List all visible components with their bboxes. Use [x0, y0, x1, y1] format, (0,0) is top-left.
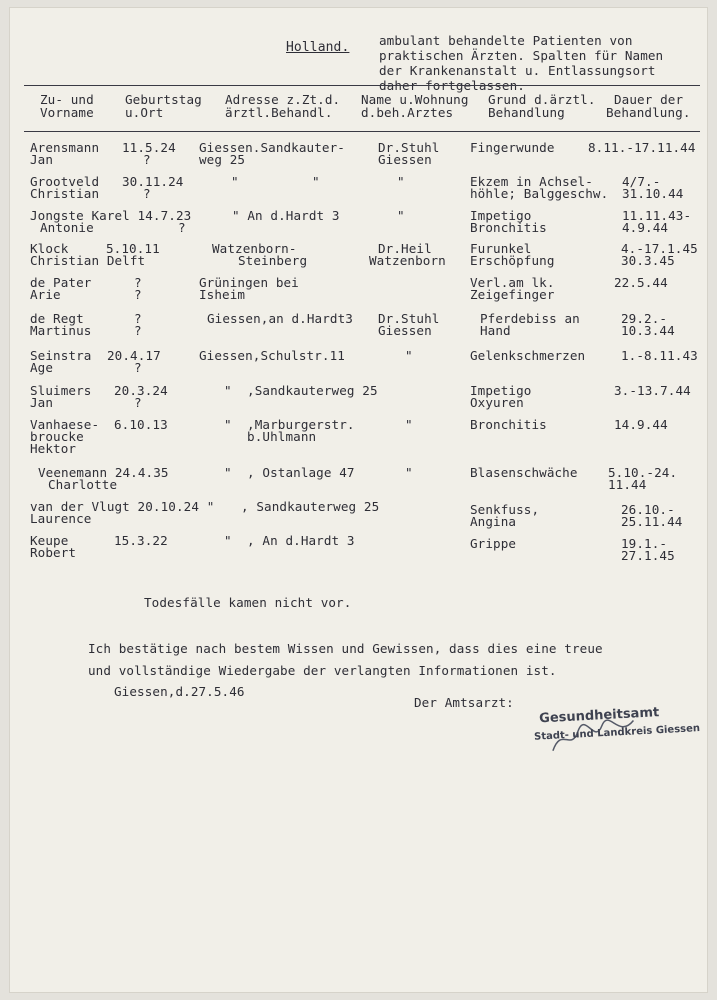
table-cell-reason: Blasenschwäche	[470, 465, 578, 480]
table-cell-name: Arensmann	[30, 140, 100, 155]
table-cell-duration: 31.10.44	[622, 186, 684, 201]
table-cell-duration: 8.11.-17.11.44	[588, 140, 696, 155]
table-cell-birth: 15.3.22	[114, 533, 168, 548]
table-cell-doctor: "	[397, 208, 405, 223]
table-cell-reason: Oxyuren	[470, 395, 524, 410]
table-cell-address: , Sandkauterweg 25	[241, 499, 380, 514]
table-cell-reason: Verl.am lk.	[470, 275, 555, 290]
table-cell-duration: 27.1.45	[621, 548, 675, 563]
table-cell-duration: 30.3.45	[621, 253, 675, 268]
table-cell-reason: Ekzem in Achsel-	[470, 174, 593, 189]
table-cell-address: b.Uhlmann	[224, 429, 317, 444]
table-cell-name: de Regt	[30, 311, 84, 326]
table-cell-duration: 25.11.44	[621, 514, 683, 529]
table-cell-birth: ?	[134, 395, 142, 410]
column-header-doctor: Name u.Wohnung	[361, 92, 469, 107]
table-cell-name: Laurence	[30, 511, 92, 526]
table-cell-birth: 30.11.24	[122, 174, 184, 189]
table-cell-name: Sluimers	[30, 383, 92, 398]
table-cell-duration: 11.44	[608, 477, 647, 492]
table-cell-doctor: Dr.Stuhl	[378, 140, 440, 155]
table-cell-name: Arie	[30, 287, 61, 302]
table-cell-address: " ,Sandkauterweg 25	[224, 383, 378, 398]
table-cell-duration: 19.1.-	[621, 536, 668, 551]
table-cell-address: " ,Marburgerstr.	[224, 417, 355, 432]
table-cell-birth: 5.10.11	[106, 241, 160, 256]
table-cell-address: Grüningen bei	[199, 275, 299, 290]
table-cell-name: de Pater	[30, 275, 92, 290]
table-cell-birth: ?	[143, 186, 151, 201]
column-header-reason: Grund d.ärztl.	[488, 92, 596, 107]
table-cell-address: " , An d.Hardt 3	[224, 533, 355, 548]
document-page	[10, 8, 707, 992]
table-cell-address: "	[312, 174, 320, 189]
table-cell-address: " , Ostanlage 47	[224, 465, 355, 480]
header-note-line: praktischen Ärzten. Spalten für Namen	[379, 48, 664, 63]
column-header-name: Zu- und	[40, 92, 94, 107]
table-cell-name: Age	[30, 360, 54, 375]
table-cell-duration: 5.10.-24.	[608, 465, 678, 480]
official-stamp	[529, 704, 701, 760]
table-cell-duration: 26.10.-	[621, 502, 675, 517]
table-cell-address: Watzenborn-	[212, 241, 297, 256]
table-cell-birth: 6.10.13	[114, 417, 168, 432]
header-rule-top	[24, 85, 700, 86]
table-cell-name: Hektor	[30, 441, 77, 456]
table-cell-doctor: Giessen	[378, 323, 432, 338]
stamp-line: Stadt- und Landkreis Giessen	[533, 723, 701, 743]
column-header-address: Adresse z.Zt.d.	[225, 92, 341, 107]
table-cell-doctor: Giessen	[378, 152, 432, 167]
column-header-reason: Behandlung	[488, 105, 565, 120]
table-cell-duration: 29.2.-	[621, 311, 668, 326]
table-cell-duration: 3.-13.7.44	[614, 383, 691, 398]
table-cell-birth: 20.4.17	[107, 348, 161, 363]
table-cell-birth: ?	[134, 323, 142, 338]
table-cell-name: broucke	[30, 429, 84, 444]
table-cell-address: Steinberg	[238, 253, 308, 268]
table-cell-name: Christian	[30, 186, 100, 201]
table-cell-birth: ?	[134, 311, 142, 326]
table-cell-name: Vanhaese-	[30, 417, 100, 432]
table-cell-duration: 4.9.44	[622, 220, 669, 235]
table-cell-doctor: "	[397, 174, 405, 189]
table-cell-birth: ?	[134, 287, 142, 302]
table-cell-reason: Fingerwunde	[470, 140, 555, 155]
table-cell-address: " An d.Hardt 3	[232, 208, 340, 223]
place-date: Giessen,d.27.5.46	[114, 684, 245, 699]
confirmation-line: und vollständige Wiedergabe der verlangten Informationen ist.	[88, 663, 557, 678]
table-cell-reason: Grippe	[470, 536, 517, 551]
table-cell-birth: 20.3.24	[114, 383, 168, 398]
table-cell-birth: ?	[134, 360, 142, 375]
table-cell-reason: Impetigo	[470, 208, 532, 223]
table-cell-birth: ?	[143, 152, 151, 167]
column-header-birth: u.Ort	[125, 105, 164, 120]
table-cell-name: Christian Delft	[30, 253, 146, 268]
table-cell-reason: Bronchitis	[470, 417, 547, 432]
table-cell-duration: 4/7.-	[622, 174, 661, 189]
table-cell-name: Charlotte	[48, 477, 118, 492]
table-cell-reason: Zeigefinger	[470, 287, 555, 302]
table-cell-reason: höhle; Balggeschw.	[470, 186, 609, 201]
table-cell-doctor: "	[405, 417, 413, 432]
column-header-birth: Geburtstag	[125, 92, 202, 107]
table-cell-birth: ?	[134, 275, 142, 290]
table-cell-duration: 1.-8.11.43	[621, 348, 698, 363]
table-cell-address: Isheim	[199, 287, 246, 302]
column-header-address: ärztl.Behandl.	[225, 105, 333, 120]
table-cell-reason: Gelenkschmerzen	[470, 348, 586, 363]
table-cell-reason: Erschöpfung	[470, 253, 555, 268]
table-cell-reason: Pferdebiss an	[480, 311, 580, 326]
table-cell-name: Jan	[30, 152, 54, 167]
table-cell-doctor: "	[405, 348, 413, 363]
table-cell-doctor: Dr.Heil	[378, 241, 432, 256]
table-cell-duration: 4.-17.1.45	[621, 241, 698, 256]
deaths-statement: Todesfälle kamen nicht vor.	[144, 595, 352, 610]
column-header-duration: Dauer der	[614, 92, 684, 107]
table-cell-reason: Impetigo	[470, 383, 532, 398]
table-cell-name: Grootveld	[30, 174, 100, 189]
header-note-line: der Krankenanstalt u. Entlassungsort	[379, 63, 656, 78]
table-cell-duration: 11.11.43-	[622, 208, 692, 223]
table-cell-reason: Bronchitis	[470, 220, 547, 235]
table-cell-name: Keupe	[30, 533, 69, 548]
table-cell-name: Klock	[30, 241, 69, 256]
document-title: Holland.	[286, 40, 350, 55]
table-cell-name: Jan	[30, 395, 54, 410]
table-cell-doctor: "	[405, 465, 413, 480]
table-cell-name: Martinus	[30, 323, 92, 338]
table-cell-name: Robert	[30, 545, 77, 560]
table-cell-address: Giessen,Schulstr.11	[199, 348, 345, 363]
table-cell-duration: 22.5.44	[614, 275, 668, 290]
column-header-name: Vorname	[40, 105, 94, 120]
table-cell-duration: 10.3.44	[621, 323, 675, 338]
confirmation-line: Ich bestätige nach bestem Wissen und Gewissen, dass dies eine treue	[88, 641, 603, 656]
header-note-line: ambulant behandelte Patienten von	[379, 33, 633, 48]
column-header-doctor: d.beh.Arztes	[361, 105, 454, 120]
signatory-label: Der Amtsarzt:	[414, 695, 514, 710]
table-cell-doctor: Watzenborn	[369, 253, 446, 268]
table-cell-address: Giessen.Sandkauter-	[199, 140, 345, 155]
table-cell-name: Seinstra	[30, 348, 92, 363]
table-cell-birth: ?	[178, 220, 186, 235]
table-cell-birth: 11.5.24	[122, 140, 176, 155]
table-cell-address: weg 25	[199, 152, 246, 167]
table-cell-reason: Senkfuss,	[470, 502, 540, 517]
table-cell-address: Giessen,an d.Hardt3	[207, 311, 353, 326]
table-cell-name: van der Vlugt 20.10.24 "	[30, 499, 215, 514]
table-cell-address: "	[231, 174, 239, 189]
table-cell-doctor: Dr.Stuhl	[378, 311, 440, 326]
column-header-duration: Behandlung.	[606, 105, 691, 120]
table-cell-name: Jongste Karel 14.7.23	[30, 208, 192, 223]
table-cell-reason: Furunkel	[470, 241, 532, 256]
table-cell-name: Antonie	[40, 220, 94, 235]
header-note-line-struck: daher fortgelassen.	[379, 78, 525, 93]
table-cell-name: Veenemann 24.4.35	[38, 465, 169, 480]
table-cell-reason: Angina	[470, 514, 517, 529]
stamp-line: Gesundheitsamt	[538, 705, 660, 727]
table-cell-reason: Hand	[480, 323, 511, 338]
header-rule-bottom	[24, 131, 700, 132]
table-cell-duration: 14.9.44	[614, 417, 668, 432]
